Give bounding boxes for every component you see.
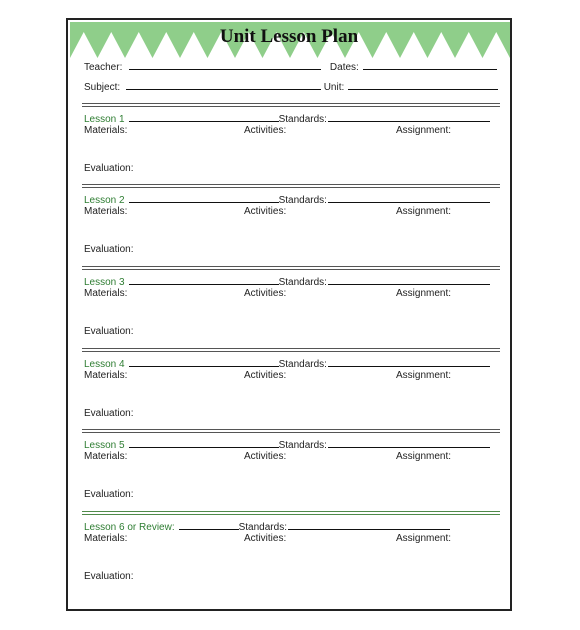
evaluation-label: Evaluation: [84,489,134,500]
activities-label: Activities: [244,370,287,381]
standards-field[interactable] [328,275,490,285]
teacher-field[interactable] [129,60,321,70]
standards-field[interactable] [328,357,490,367]
lesson-header-row [84,112,490,126]
standards-label: Standards: [278,114,327,125]
lesson-header-row [84,438,490,452]
materials-label: Materials: [84,451,128,462]
teacher-row [84,60,497,74]
lesson-title-field[interactable] [129,275,279,285]
materials-label: Materials: [84,125,128,136]
section-divider [82,103,500,107]
activities-label: Activities: [244,451,287,462]
lesson-label: Lesson 6 or Review: [84,522,175,533]
lesson-title-field[interactable] [179,520,239,530]
standards-field[interactable] [328,193,490,203]
section-divider [82,348,500,352]
section-divider [82,511,500,515]
evaluation-label: Evaluation: [84,163,134,174]
dates-field[interactable] [363,60,497,70]
lesson-header-row [84,193,490,207]
unit-label: Unit: [323,82,345,93]
materials-label: Materials: [84,370,128,381]
standards-field[interactable] [328,112,490,122]
subject-label: Subject: [84,82,121,93]
standards-label: Standards: [238,522,287,533]
assignment-label: Assignment: [396,370,452,381]
subject-row [84,80,498,94]
lesson-label: Lesson 4 [84,359,125,370]
activities-label: Activities: [244,533,287,544]
lesson-header-row [84,520,450,534]
lesson-title-field[interactable] [129,193,279,203]
lesson-label: Lesson 5 [84,440,125,451]
lesson-title-field[interactable] [129,438,279,448]
section-divider [82,266,500,270]
materials-label: Materials: [84,206,128,217]
materials-label: Materials: [84,533,128,544]
standards-label: Standards: [278,440,327,451]
evaluation-label: Evaluation: [84,408,134,419]
evaluation-label: Evaluation: [84,326,134,337]
teacher-label: Teacher: [84,62,123,73]
lesson-label: Lesson 1 [84,114,125,125]
page-title: Unit Lesson Plan [219,26,359,47]
standards-label: Standards: [278,195,327,206]
assignment-label: Assignment: [396,206,452,217]
activities-label: Activities: [244,206,287,217]
standards-label: Standards: [278,277,327,288]
assignment-label: Assignment: [396,451,452,462]
lesson-header-row [84,275,490,289]
assignment-label: Assignment: [396,125,452,136]
section-divider [82,184,500,188]
unit-field[interactable] [348,80,498,90]
evaluation-label: Evaluation: [84,244,134,255]
lesson-title-field[interactable] [129,357,279,367]
evaluation-label: Evaluation: [84,571,134,582]
lesson-label: Lesson 2 [84,195,125,206]
activities-label: Activities: [244,125,287,136]
lesson-title-field[interactable] [129,112,279,122]
standards-field[interactable] [288,520,450,530]
standards-label: Standards: [278,359,327,370]
standards-field[interactable] [328,438,490,448]
assignment-label: Assignment: [396,533,452,544]
lesson-plan-sheet [66,18,512,611]
assignment-label: Assignment: [396,288,452,299]
lesson-header-row [84,357,490,371]
dates-label: Dates: [329,62,359,73]
section-divider [82,429,500,433]
lesson-label: Lesson 3 [84,277,125,288]
activities-label: Activities: [244,288,287,299]
materials-label: Materials: [84,288,128,299]
subject-field[interactable] [126,80,321,90]
